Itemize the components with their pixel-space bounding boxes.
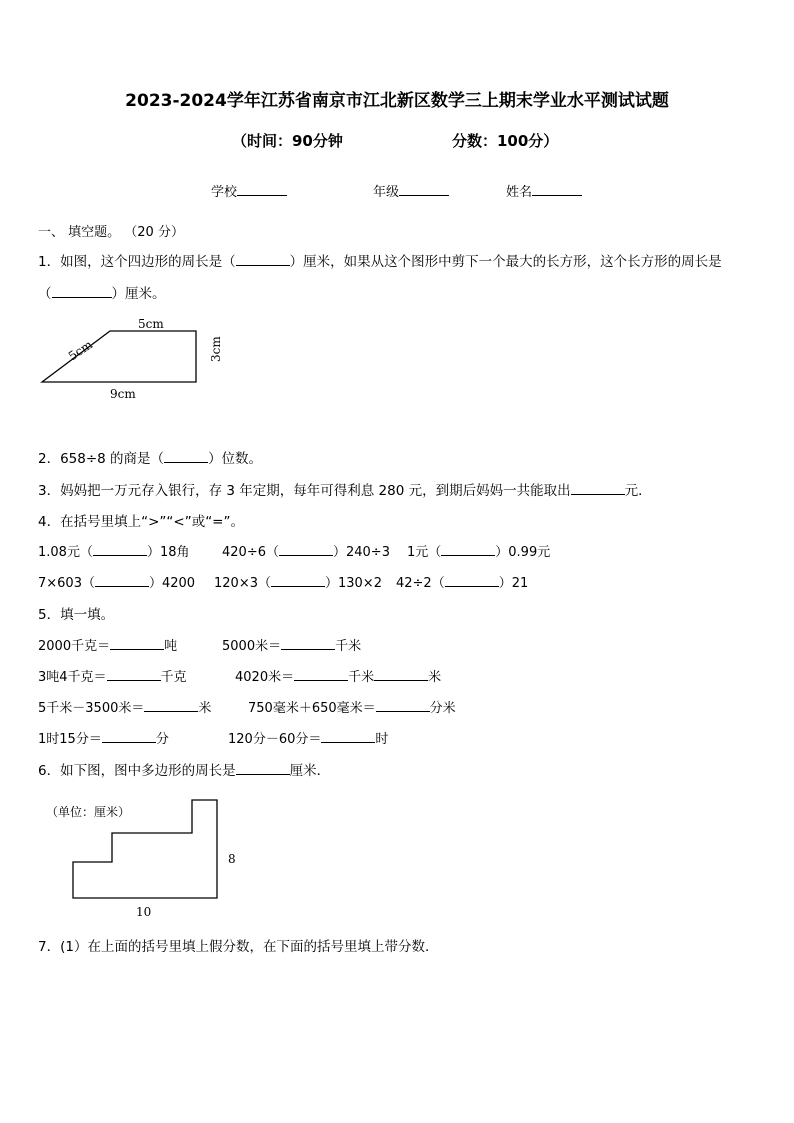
time-label: （时间：90分钟 bbox=[232, 132, 343, 150]
polygon-width-label: 10 bbox=[136, 905, 152, 919]
stair-polygon-figure bbox=[40, 796, 250, 921]
q5-blank-1[interactable] bbox=[110, 635, 164, 650]
q4-row1-item3: 1元（ ）0.99元 bbox=[407, 541, 550, 560]
score-label: 分数：100分） bbox=[452, 132, 559, 150]
q1-line1: 1．如图，这个四边形的周长是（ ）厘米，如果从这个图形中剪下一个最大的长方形，这个长方形的周长是 bbox=[38, 250, 722, 270]
q4-text: 4．在括号里填上“>”“<”或“=”。 bbox=[38, 514, 244, 530]
q5-blank-2[interactable] bbox=[281, 635, 335, 650]
grade-field[interactable] bbox=[373, 181, 449, 200]
q5-r1-left: 2000千克＝ 吨 bbox=[38, 635, 177, 654]
q5-blank-8[interactable] bbox=[102, 728, 156, 743]
q4-blank-2[interactable] bbox=[279, 541, 333, 556]
q4-blank-3[interactable] bbox=[441, 541, 495, 556]
q4-blank-6[interactable] bbox=[445, 572, 499, 587]
q1-blank-1[interactable] bbox=[236, 251, 290, 266]
q5-r3-right: 750毫米＋650毫米＝ 分米 bbox=[248, 697, 456, 716]
unit-label: （单位：厘米） bbox=[46, 805, 131, 819]
q3-line: 3．妈妈把一万元存入银行，存 3 年定期，每年可得利息 280 元，到期后妈妈一共能取出 元． bbox=[38, 479, 652, 499]
q5-blank-4[interactable] bbox=[294, 666, 348, 681]
polygon-height-label: 8 bbox=[228, 852, 236, 866]
q5-blank-5[interactable] bbox=[374, 666, 428, 681]
q2-blank[interactable] bbox=[164, 448, 208, 463]
q5-blank-7[interactable] bbox=[376, 697, 430, 712]
trapezoid-right-label: 3cm bbox=[209, 336, 223, 362]
q7-text: 7．(1）在上面的括号里填上假分数，在下面的括号里填上带分数． bbox=[38, 939, 439, 955]
q5-blank-9[interactable] bbox=[321, 728, 375, 743]
name-field[interactable] bbox=[506, 181, 582, 200]
q5-r4-left: 1时15分＝ 分 bbox=[38, 728, 169, 747]
q4-blank-5[interactable] bbox=[271, 572, 325, 587]
q4-row2-item2: 120×3（ ）130×2 bbox=[214, 572, 382, 591]
q4-row1-item1: 1.08元（ ）18角 bbox=[38, 541, 190, 560]
q5-text: 5．填一填。 bbox=[38, 607, 115, 623]
q4-blank-1[interactable] bbox=[93, 541, 147, 556]
q4-row2-item1: 7×603（ ）4200 bbox=[38, 572, 195, 591]
q4-row2-item3: 42÷2（ ）21 bbox=[396, 572, 528, 591]
school-field[interactable] bbox=[211, 181, 287, 200]
q5-blank-3[interactable] bbox=[107, 666, 161, 681]
trapezoid-bottom-label: 9cm bbox=[110, 387, 136, 401]
q5-r3-left: 5千米－3500米＝ 米 bbox=[38, 697, 211, 716]
q5-blank-6[interactable] bbox=[144, 697, 198, 712]
q6-line: 6．如下图，图中多边形的周长是 厘米． bbox=[38, 759, 330, 779]
q5-r4-right: 120分－60分＝ 时 bbox=[228, 728, 388, 747]
trapezoid-shape bbox=[42, 331, 196, 382]
trapezoid-left-label: 5cm bbox=[65, 337, 95, 364]
page-title: 2023-2024学年江苏省南京市江北新区数学三上期末学业水平测试试题 bbox=[125, 91, 669, 111]
section-heading: 一、 填空题。 （20 分） bbox=[38, 225, 184, 240]
q6-blank[interactable] bbox=[236, 760, 290, 775]
q2-line: 2．658÷8 的商是（ ）位数。 bbox=[38, 447, 262, 467]
grade-blank[interactable] bbox=[399, 181, 449, 196]
trapezoid-top-label: 5cm bbox=[138, 317, 164, 331]
q3-blank[interactable] bbox=[571, 480, 625, 495]
q4-row1-item2: 420÷6（ ）240÷3 bbox=[222, 541, 390, 560]
name-label: 姓名 bbox=[506, 185, 533, 200]
trapezoid-figure bbox=[30, 312, 230, 407]
q4-blank-4[interactable] bbox=[95, 572, 149, 587]
school-blank[interactable] bbox=[237, 181, 287, 196]
school-label: 学校 bbox=[211, 185, 238, 200]
q1-blank-2[interactable] bbox=[52, 283, 112, 298]
name-blank[interactable] bbox=[532, 181, 582, 196]
q5-r1-right: 5000米＝ 千米 bbox=[222, 635, 361, 654]
q5-r2-left: 3吨4千克＝ 千克 bbox=[38, 666, 187, 685]
grade-label: 年级 bbox=[373, 185, 400, 200]
q1-line2: （ ）厘米。 bbox=[38, 282, 166, 302]
q5-r2-right: 4020米＝ 千米 米 bbox=[235, 666, 441, 685]
